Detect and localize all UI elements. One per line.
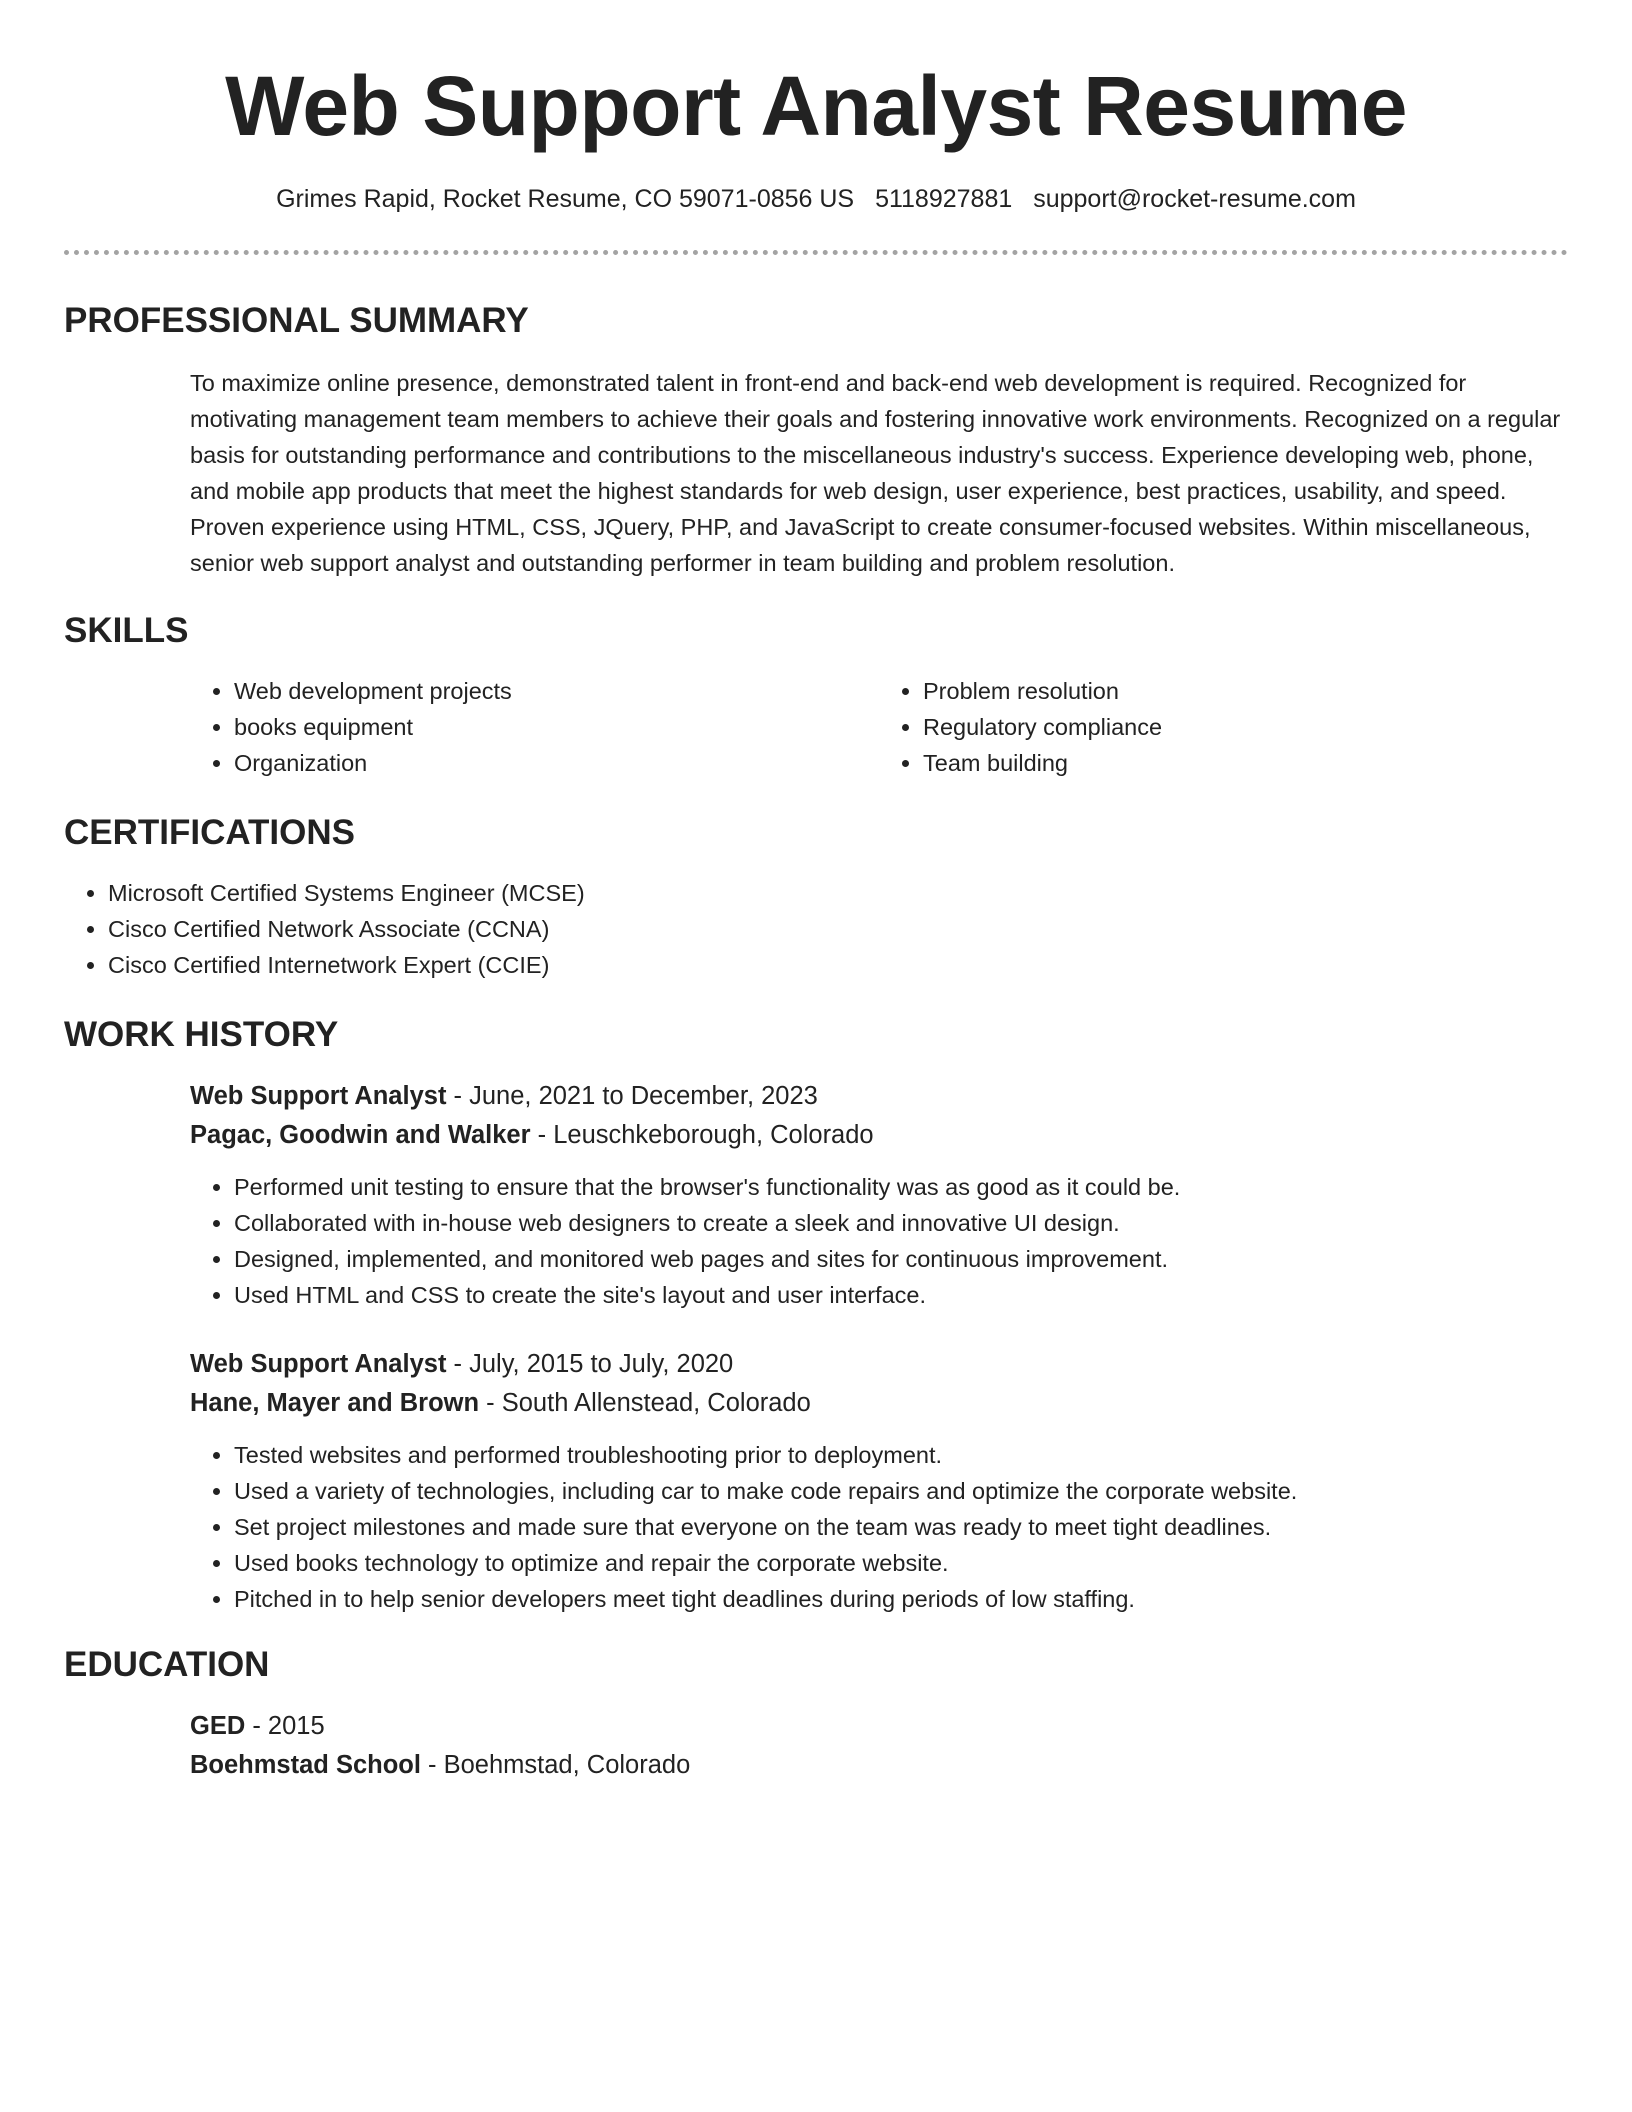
work-history-heading: WORK HISTORY	[64, 1015, 339, 1054]
skills-list-right	[879, 673, 1568, 781]
job-role: Web Support Analyst	[190, 1350, 447, 1378]
list-item: • Web development projects	[234, 673, 879, 709]
summary-heading: PROFESSIONAL SUMMARY	[64, 301, 529, 340]
job-location: - South Allenstead, Colorado	[479, 1389, 811, 1417]
education-degree: GED	[190, 1712, 246, 1740]
list-item: • Problem resolution	[923, 673, 1568, 709]
list-item: • Designed, implemented, and monitored web pages and sites for continuous improvement.	[234, 1241, 1568, 1277]
list-item: • Regulatory compliance	[923, 709, 1568, 745]
list-item: • Microsoft Certified Systems Engineer (MCSE)	[108, 875, 1568, 911]
job-location: - Leuschkeborough, Colorado	[530, 1121, 874, 1149]
list-item: • books equipment	[234, 709, 879, 745]
list-item: • Collaborated with in-house web designers to create a sleek and innovative UI design.	[234, 1205, 1568, 1241]
education-degree-line	[190, 1707, 1568, 1746]
contact-address: Grimes Rapid, Rocket Resume, CO 59071-0856 US	[276, 185, 855, 213]
list-item: • Performed unit testing to ensure that the browser's functionality was as good as it could be.	[234, 1169, 1568, 1205]
resume-page	[64, 0, 1568, 1785]
list-item: • Set project milestones and made sure that everyone on the team was ready to meet tight deadlines.	[234, 1509, 1568, 1545]
job-role: Web Support Analyst	[190, 1082, 447, 1110]
job-company: Hane, Mayer and Brown	[190, 1389, 480, 1417]
job-bullets	[190, 1437, 1568, 1617]
list-item: • Pitched in to help senior developers meet tight deadlines during periods of low staffing.	[234, 1581, 1568, 1617]
job-company-line	[190, 1384, 1568, 1423]
list-item: • Cisco Certified Network Associate (CCNA)	[108, 911, 1568, 947]
job-entry	[190, 1345, 1568, 1617]
education-school-line	[190, 1746, 1568, 1785]
list-item: • Tested websites and performed troubleshooting prior to deployment.	[234, 1437, 1568, 1473]
job-company: Pagac, Goodwin and Walker	[190, 1121, 531, 1149]
certifications-list	[64, 875, 1568, 983]
summary-text: To maximize online presence, demonstrated talent in front-end and back-end web development is required. Recognized for motivating management team members to achieve their goals and fostering innovative work environments. Recognized on a regular basis for outstanding performance and contributions to the miscellaneous industry's success. Experience developing web, phone, and mobile app products that meet the highest standards for web design, user experience, best practices, usability, and speed. Proven experience using HTML, CSS, JQuery, PHP, and JavaScript to create consumer-focused websites. Within miscellaneous, senior web support analyst and outstanding performer in team building and problem resolution.	[190, 370, 1561, 576]
job-dates: - July, 2015 to July, 2020	[446, 1350, 734, 1378]
education-heading: EDUCATION	[64, 1645, 270, 1684]
education-school: Boehmstad School	[190, 1751, 421, 1779]
job-title-line	[190, 1345, 1568, 1384]
job-company-line	[190, 1116, 1568, 1155]
list-item: • Used a variety of technologies, including car to make code repairs and optimize the corporate website.	[234, 1473, 1568, 1509]
list-item: • Cisco Certified Internetwork Expert (CCIE)	[108, 947, 1568, 983]
certifications-heading: CERTIFICATIONS	[64, 813, 356, 852]
contact-line	[64, 182, 1568, 216]
contact-phone: 5118927881	[875, 185, 1013, 213]
education-location: - Boehmstad, Colorado	[420, 1751, 691, 1779]
skills-grid	[190, 673, 1568, 781]
education-entry	[190, 1707, 1568, 1785]
header-divider	[64, 250, 1568, 255]
job-dates: - June, 2021 to December, 2023	[446, 1082, 818, 1110]
job-bullets	[190, 1169, 1568, 1313]
list-item: • Used books technology to optimize and repair the corporate website.	[234, 1545, 1568, 1581]
education-year: - 2015	[245, 1712, 325, 1740]
list-item: • Team building	[923, 745, 1568, 781]
skills-list-left	[190, 673, 879, 781]
list-item: • Used HTML and CSS to create the site's layout and user interface.	[234, 1277, 1568, 1313]
list-item: • Organization	[234, 745, 879, 781]
job-entry	[190, 1077, 1568, 1313]
contact-email: support@rocket-resume.com	[1033, 185, 1356, 213]
job-title-line	[190, 1077, 1568, 1116]
page-title: Web Support Analyst Resume	[225, 59, 1407, 153]
skills-heading: SKILLS	[64, 611, 189, 650]
